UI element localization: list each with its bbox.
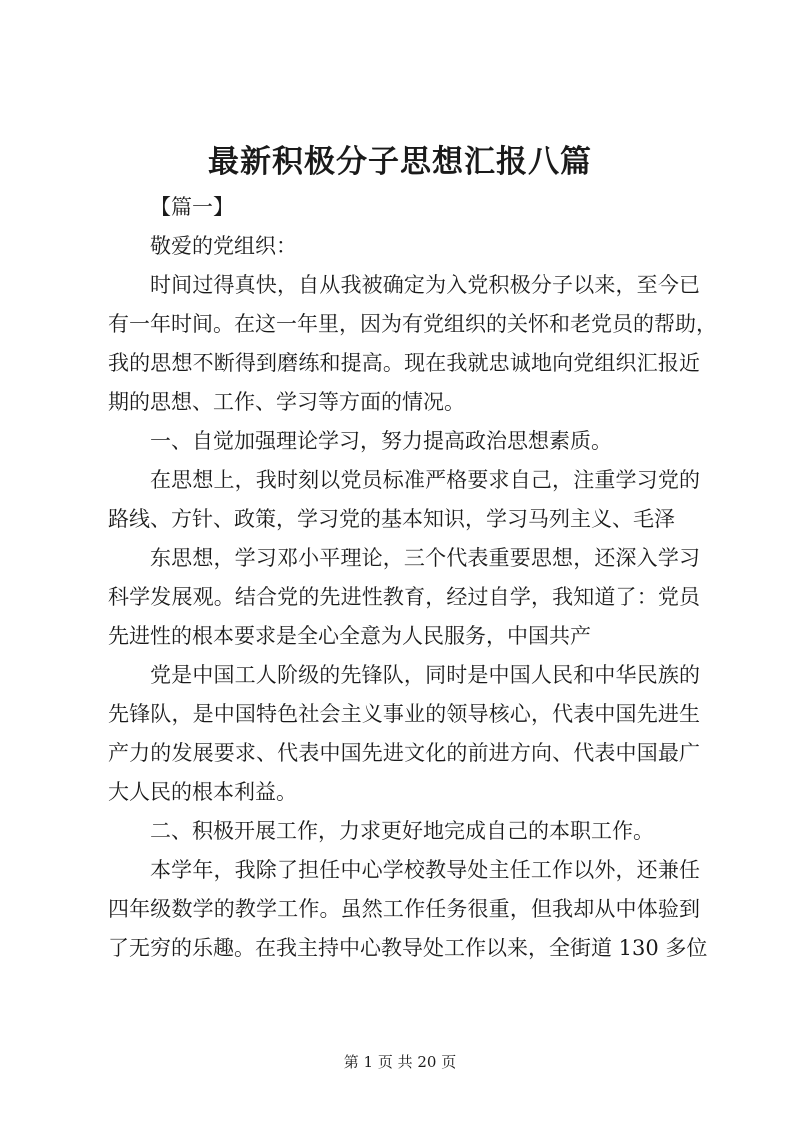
body-line: 路线、方针、政策，学习党的基本知识，学习马列主义、毛泽 (108, 507, 675, 531)
body-line: 东思想，学习邓小平理论，三个代表重要思想，还深入学习 (150, 546, 700, 570)
body-line: 四年级数学的教学工作。虽然工作任务很重，但我却从中体验到 (108, 897, 700, 921)
body-line: 期的思想、工作、学习等方面的情况。 (108, 390, 465, 414)
section-heading: 一、自觉加强理论学习，努力提高政治思想素质。 (150, 429, 612, 453)
body-line: 科学发展观。结合党的先进性教育，经过自学，我知道了：党员 (108, 585, 700, 609)
body-line: 了无穷的乐趣。在我主持中心教导处工作以来，全街道 130 多位 (108, 936, 708, 960)
page-title: 最新积极分子思想汇报八篇 (208, 144, 592, 180)
body-line: 党是中国工人阶级的先锋队，同时是中国人民和中华民族的 (150, 663, 700, 687)
body-line: 有一年时间。在这一年里，因为有党组织的关怀和老党员的帮助， (108, 312, 717, 336)
body-line: 先锋队，是中国特色社会主义事业的领导核心，代表中国先进生 (108, 702, 700, 726)
body-line: 我的思想不断得到磨练和提高。现在我就忠诚地向党组织汇报近 (108, 351, 700, 375)
section-heading: 二、积极开展工作，力求更好地完成自己的本职工作。 (150, 819, 654, 843)
body-line: 在思想上，我时刻以党员标准严格要求自己，注重学习党的 (150, 468, 700, 492)
body-line: 时间过得真快，自从我被确定为入党积极分子以来，至今已 (150, 273, 700, 297)
body-line: 本学年，我除了担任中心学校教导处主任工作以外，还兼任 (150, 858, 700, 882)
body-line: 先进性的根本要求是全心全意为人民服务，中国共产 (108, 624, 591, 648)
body-line: 产力的发展要求、代表中国先进文化的前进方向、代表中国最广 (108, 741, 700, 765)
salutation: 敬爱的党组织： (150, 234, 297, 258)
page-number-footer: 第 1 页 共 20 页 (343, 1053, 457, 1071)
body-line: 大人民的根本利益。 (108, 780, 297, 804)
section-marker: 【篇一】 (150, 195, 234, 219)
